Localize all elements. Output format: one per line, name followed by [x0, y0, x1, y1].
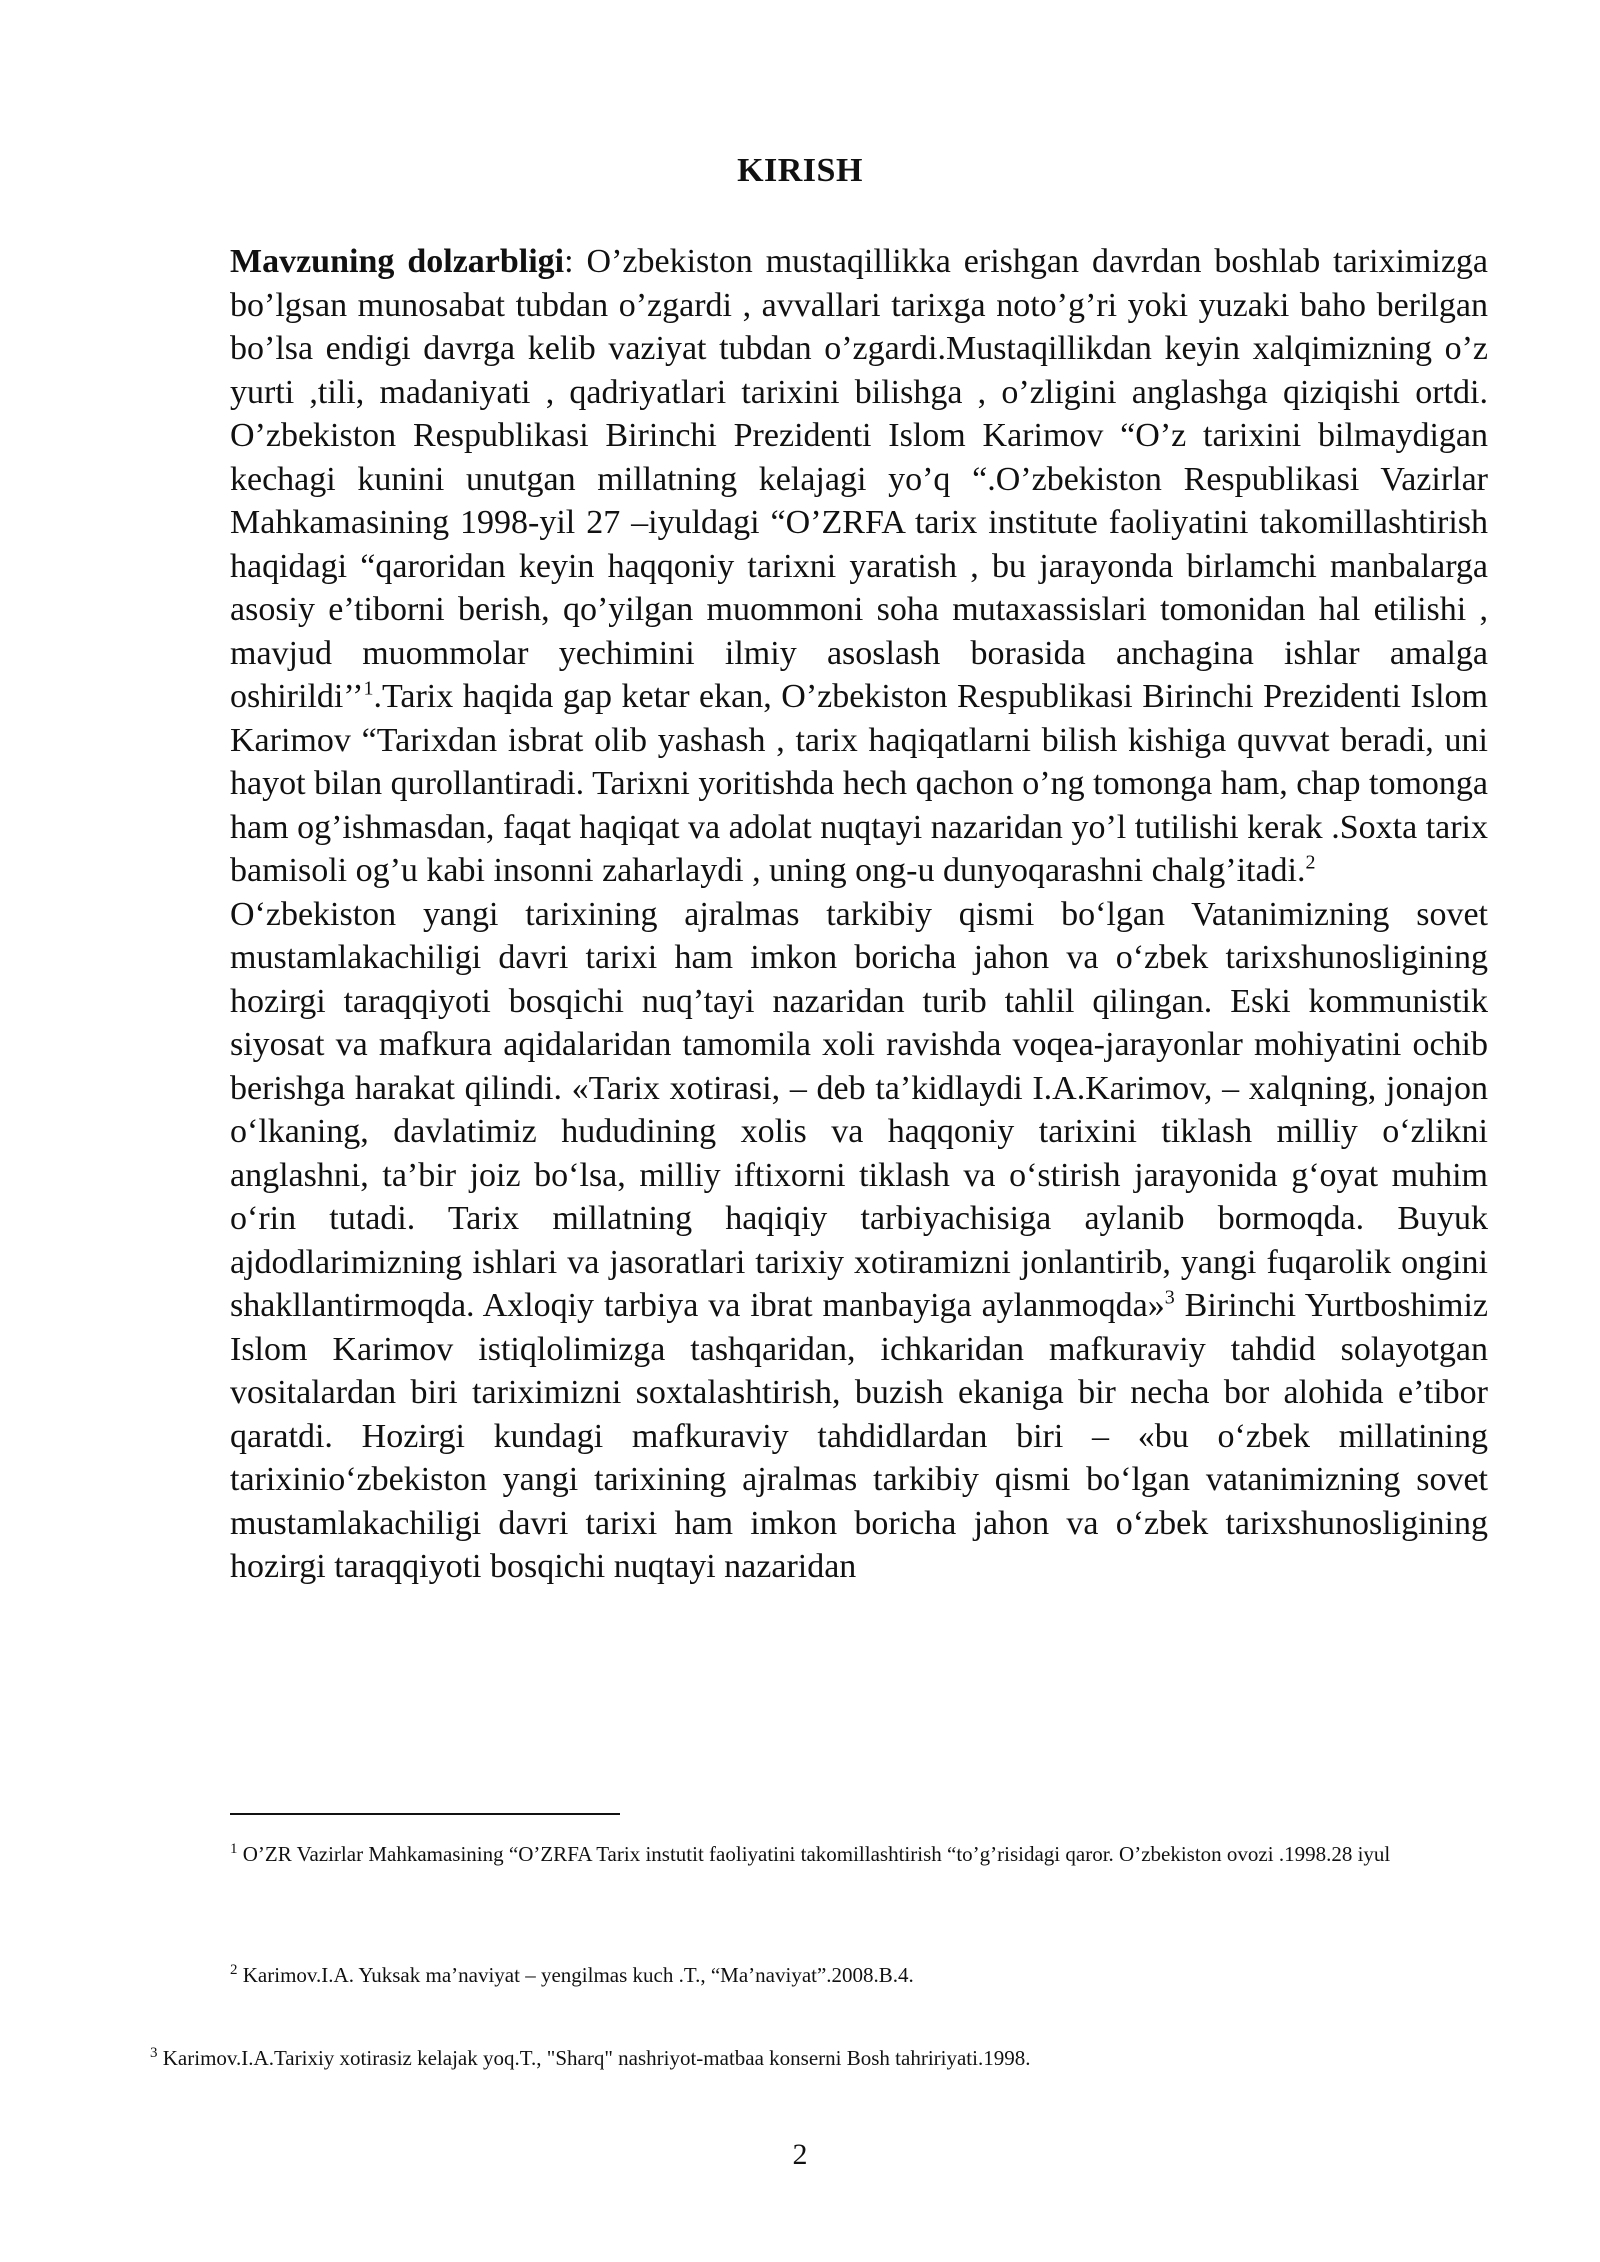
- footnote-text: O’ZR Vazirlar Mahkamasining “O’ZRFA Tarix instutit faoliyatini takomillashtirish “to’g’risidagi qaror. O’zbekiston ovozi .1998.28 iyul: [242, 1842, 1391, 1866]
- footnote-number: 3: [150, 2045, 158, 2061]
- footnote-text: Karimov.I.A. Yuksak ma’naviyat – yengilmas kuch .T., “Ma’naviyat”.2008.B.4.: [242, 1963, 914, 1987]
- paragraph-history: [230, 893, 1488, 1589]
- footnote-1: [230, 1832, 1488, 1876]
- footnote-ref-3: 3: [1164, 1286, 1175, 1309]
- body-text: [230, 240, 1488, 1589]
- paragraph-relevance: [230, 240, 1488, 893]
- paragraph-text: Birinchi Yurtboshimiz Islom Karimov istiqlolimizga tashqaridan, ichkaridan mafkuraviy tahdid solayotgan vositalardan biri tariximizni soxtalashtirish, buzish ekaniga bir necha bor alohida e’tibor qaratdi. Hozirgi kundagi mafkuraviy tahdidlardan biri – «bu o‘zbek millatining tarixinio‘zbekiston yangi tarixining ajralmas tarkibiy qismi bo‘lgan vatanimizning sovet mustamlakachiligi davri tarixi ham imkon boricha jahon va o‘zbek tarixshunosligining hozirgi taraqqiyoti bosqichi nuqtayi nazaridan: [230, 1287, 1488, 1585]
- footnote-2: [230, 1953, 1488, 1997]
- page-title: KIRISH: [737, 152, 863, 189]
- footnote-number: 1: [230, 1841, 238, 1857]
- page-number: 2: [792, 2138, 808, 2171]
- footnote-3: [150, 2036, 1488, 2080]
- footnote-text: Karimov.I.A.Tarixiy xotirasiz kelajak yoq.T., "Sharq" nashriyot-matbaa konserni Bosh tahririyati.1998.: [162, 2046, 1031, 2070]
- paragraph-text: : O’zbekiston mustaqillikka erishgan davrdan boshlab tariximizga bo’lgsan munosabat tubdan o’zgardi , avvallari tarixga noto’g’ri yoki yuzaki baho berilgan bo’lsa endigi davrga kelib vaziyat tubdan o’zgardi.Mustaqillikdan keyin xalqimizning o’z yurti ,tili, madaniyati , qadriyatlari tarixini bilishga , o’zligini anglashga qiziqishi ortdi. O’zbekiston Respublikasi Birinchi Prezidenti Islom Karimov “O’z tarixini bilmaydigan kechagi kunini unutgan millatning kelajagi yo’q “.O’zbekiston Respublikasi Vazirlar Mahkamasining 1998-yil 27 –iyuldagi “O’ZRFA tarix institute faoliyatini takomillashtirish haqidagi “qaroridan keyin haqqoniy tarixni yaratish , bu jarayonda birlamchi manbalarga asosiy e’tiborni berish, qo’yilgan muommoni soha mutaxassislari tomonidan hal etilishi , mavjud muommolar yechimini ilmiy asoslash borasida anchagina ishlar amalga oshirildi’’: [230, 243, 1489, 715]
- footnote-ref-2: 2: [1305, 851, 1316, 874]
- footnote-separator: [230, 1813, 620, 1815]
- paragraph-text: O‘zbekiston yangi tarixining ajralmas tarkibiy qismi bo‘lgan Vatanimizning sovet mustamlakachiligi davri tarixi ham imkon boricha jahon va o‘zbek tarixshunosligining hozirgi taraqqiyoti bosqichi nuq’tayi nazaridan turib tahlil qilingan. Eski kommunistik siyosat va mafkura aqidalaridan tamomila xoli ravishda voqea-jarayonlar mohiyatini ochib berishga harakat qilindi. «Tarix xotirasi, – deb ta’kidlaydi I.A.Karimov, – xalqning, jonajon o‘lkaning, davlatimiz hududining xolis va haqqoniy tarixini tiklash milliy o‘zlikni anglashni, ta’bir joiz bo‘lsa, milliy iftixorni tiklash va o‘stirish jarayonida g‘oyat muhim o‘rin tutadi. Tarix millatning haqiqiy tarbiyachisiga aylanib bormoqda. Buyuk ajdodlarimizning ishlari va jasoratlari tarixiy xotiramizni jonlantirib, yangi fuqarolik ongini shakllantirmoqda. Axloqiy tarbiya va ibrat manbayiga aylanmoqda»: [230, 895, 1488, 1324]
- paragraph-text: .Tarix haqida gap ketar ekan, O’zbekiston Respublikasi Birinchi Prezidenti Islom Karimov “Tarixdan isbrat olib yashash , tarix haqiqatlarni bilish kishiga quvvat beradi, uni hayot bilan qurollantiradi. Tarixni yoritishda hech qachon o’ng tomonga ham, chap tomonga ham og’ishmasdan, faqat haqiqat va adolat nuqtayi nazaridan yo’l tutilishi kerak .Soxta tarix bamisoli og’u kabi insonni zaharlaydi , uning ong-u dunyoqarashni chalg’itadi.: [230, 678, 1488, 889]
- relevance-label: Mavzuning dolzarbligi: [230, 243, 565, 280]
- footnote-ref-1: 1: [363, 677, 374, 700]
- footnote-number: 2: [230, 1962, 238, 1978]
